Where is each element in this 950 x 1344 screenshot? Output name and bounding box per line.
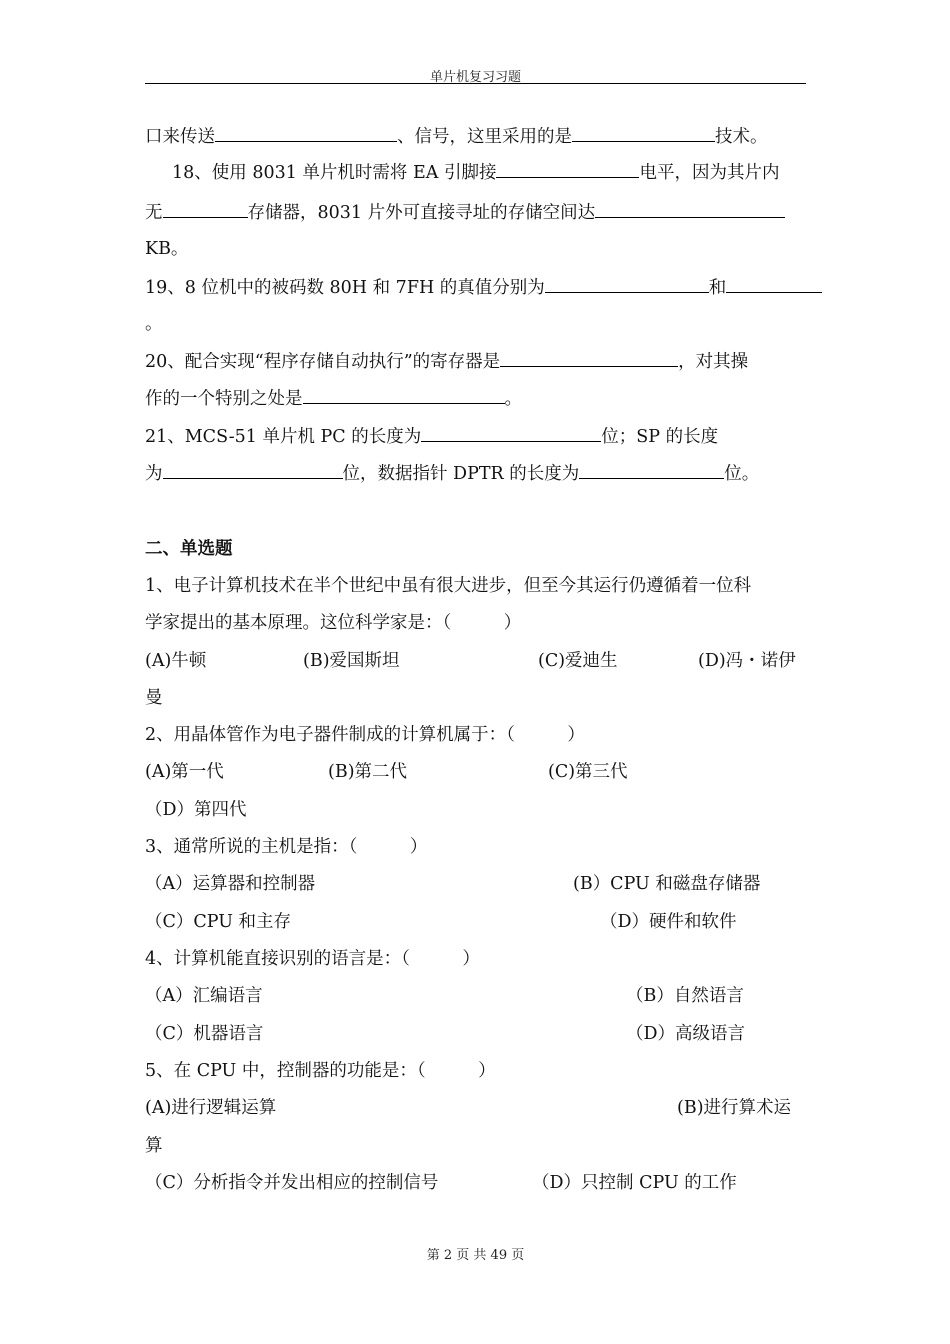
q18-line-2 [145,200,785,225]
answer-blank [496,160,639,178]
q21-text-2: 位；SP 的长度 [601,427,719,447]
answer-blank [421,424,601,442]
q2-stem: 2、用晶体管作为电子器件制成的计算机属于：（ ） [145,725,585,745]
q18-line-1 [172,160,779,185]
q3-option-d: （D）硬件和软件 [600,912,737,932]
q17-tail-line [145,124,768,149]
answer-blank [303,386,505,404]
q1-option-d: (D)冯・诺伊 [698,651,796,671]
q4-stem: 4、计算机能直接识别的语言是：（ ） [145,949,480,969]
answer-blank [215,124,397,142]
q21-text-5: 位。 [724,464,760,484]
q3-option-b: (B）CPU 和磁盘存储器 [573,874,761,894]
q1-option-b: (B)爱国斯坦 [303,651,400,671]
q18-text-3: 无 [145,203,163,223]
q21-line-2 [145,461,759,486]
q4-option-b: （B）自然语言 [626,986,744,1006]
q4-option-d: （D）高级语言 [626,1024,746,1044]
q5-stem: 5、在 CPU 中，控制器的功能是：（ ） [145,1061,496,1081]
q3-option-c: （C）CPU 和主存 [145,912,292,932]
q1-option-c: (C)爱迪生 [538,651,618,671]
q3-option-a: （A）运算器和控制器 [145,874,316,894]
q5-option-b: (B)进行算术运 [677,1098,792,1118]
section-title: 二、单选题 [145,539,233,559]
q17-text-1: 口来传送 [145,127,215,147]
page-footer: 第 2 页 共 49 页 [426,1248,525,1263]
q18-text-1: 18、使用 8031 单片机时需将 EA 引脚接 [172,163,497,183]
q2-option-c: (C)第三代 [548,762,628,782]
answer-blank [572,124,715,142]
q2-option-d: （D）第四代 [145,800,247,820]
q4-option-a: （A）汇编语言 [145,986,263,1006]
q17-text-2: 、信号，这里采用的是 [397,127,572,147]
q21-text-3: 为 [145,464,163,484]
q1-option-a: (A)牛顿 [145,651,207,671]
q2-option-a: (A)第一代 [145,762,224,782]
q1-option-d-wrap: 曼 [145,688,163,708]
q19-text-1: 19、8 位机中的被码数 80H 和 7FH 的真值分别为 [145,278,545,298]
q5-option-d: （D）只控制 CPU 的工作 [532,1173,737,1193]
answer-blank [545,275,709,293]
q17-text-3: 技术。 [715,127,768,147]
q21-line-1 [145,424,718,449]
answer-blank [163,461,343,479]
q20-text-1: 20、配合实现“程序存储自动执行”的寄存器是 [145,352,501,372]
q20-text-4: 。 [504,389,522,409]
header-rule [145,83,806,84]
q21-text-1: 21、MCS-51 单片机 PC 的长度为 [145,427,422,447]
q20-line-2 [145,386,522,411]
q18-line-3: KB。 [145,239,189,259]
q18-text-4: 存储器，8031 片外可直接寻址的存储空间达 [247,203,596,223]
q20-text-3: 作的一个特别之处是 [145,389,303,409]
q19-line-2: 。 [145,314,163,334]
q1-stem-line-1: 1、电子计算机技术在半个世纪中虽有很大进步，但至今其运行仍遵循着一位科 [145,576,752,596]
answer-blank [500,349,678,367]
q4-option-c: （C）机器语言 [145,1024,264,1044]
q18-text-2: 电平，因为其片内 [639,163,780,183]
q19-line-1 [145,275,822,300]
answer-blank [163,200,248,218]
answer-blank [595,200,785,218]
q20-text-2: ，对其操 [678,352,749,372]
q2-option-b: (B)第二代 [328,762,408,782]
q5-option-a: (A)进行逻辑运算 [145,1098,277,1118]
page-header-title: 单片机复习习题 [429,70,521,85]
q1-stem-line-2: 学家提出的基本原理。这位科学家是：（ ） [145,613,522,633]
q19-text-2: 和 [708,278,727,298]
q5-option-c: （C）分析指令并发出相应的控制信号 [145,1173,439,1193]
q21-text-4: 位，数据指针 DPTR 的长度为 [342,464,580,484]
q3-stem: 3、通常所说的主机是指：（ ） [145,837,428,857]
answer-blank [726,275,822,293]
q20-line-1 [145,349,748,374]
q5-option-b-wrap: 算 [145,1136,163,1156]
answer-blank [579,461,724,479]
